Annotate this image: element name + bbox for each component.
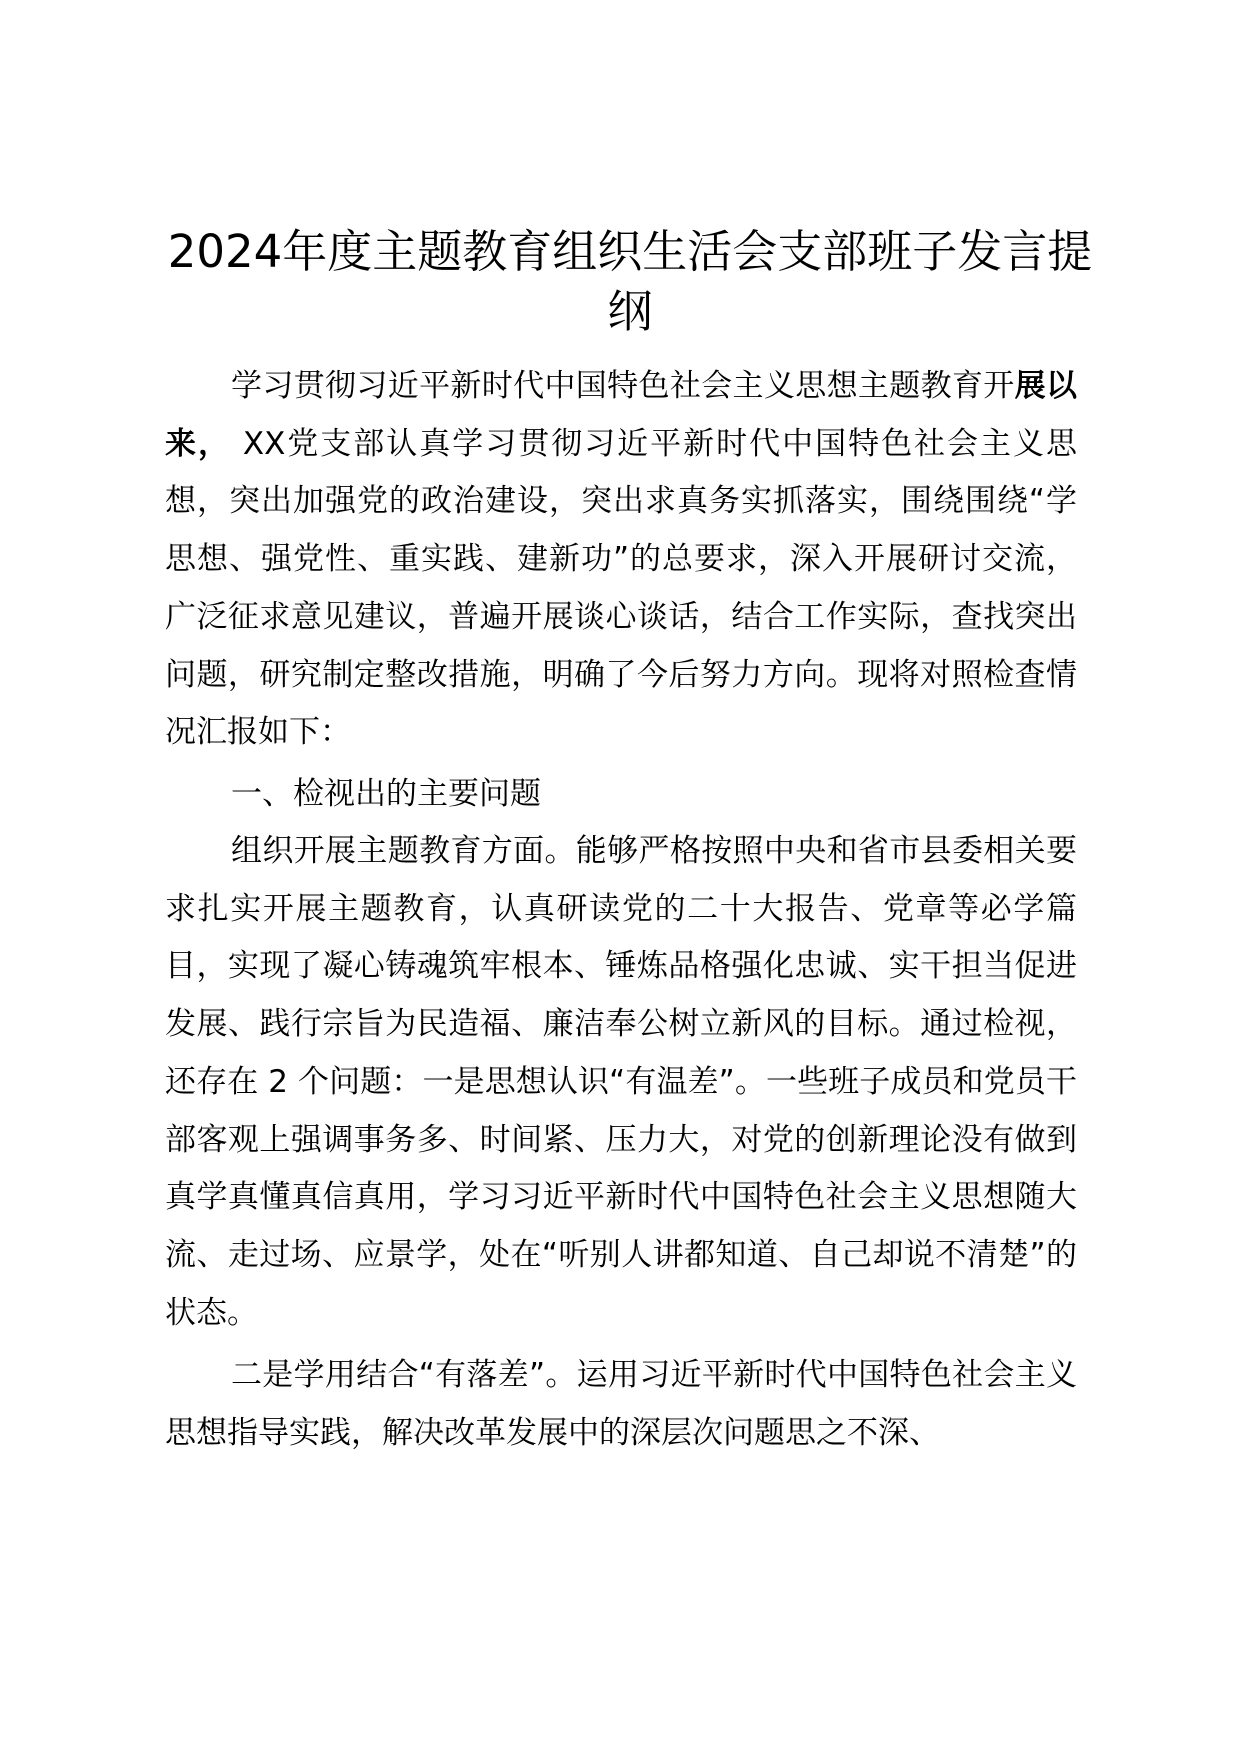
intro-text-bold: 展以来， — [165, 368, 1078, 462]
body-paragraph-2: 二是学用结合“有落差”。运用习近平新时代中国特色社会主义思想指导实践，解决改革发展中的深层次问题思之不深、 — [165, 1357, 1077, 1451]
body-paragraph-1: 组织开展主题教育方面。能够严格按照中央和省市县委相关要求扎实开展主题教育，认真研读党的二十大报告、党章等必学篇目，实现了凝心铸魂筑牢根本、锤炼品格强化忠诚、实干担当促进发展、践行宗旨为民造福、廉洁奉公树立新风的目标。通过检视，还存在 2 个问题：一是思想认识“有温差”。一些班子成员和党员干部客观上强调事务多、时间紧、压力大，对党的创新理论没有做到真学真懂真信真用，学习习近平新时代中国特色社会主义思想随大流、走过场、应景学，处在“听别人讲都知道、自己却说不清楚”的状态。 — [165, 833, 1077, 1331]
document-title: 2024年度主题教育组织生活会支部班子发言提纲 — [167, 225, 1093, 338]
section-heading-1: 一、检视出的主要问题 — [231, 776, 541, 812]
intro-paragraph — [165, 358, 1077, 762]
intro-text-prefix: 学习贯彻习近平新时代中国特色社会主义思想主题教育开 — [231, 368, 1015, 404]
intro-text-rest: XX党支部认真学习贯彻习近平新时代中国特色社会主义思想，突出加强党的政治建设，突出求真务实抓落实，围绕围绕“学思想、强党性、重实践、建新功”的总要求，深入开展研讨交流，广泛征求意见建议，普遍开展谈心谈话，结合工作实际，查找突出问题，研究制定整改措施，明确了今后努力方向。现将对照检查情况汇报如下： — [165, 425, 1078, 751]
